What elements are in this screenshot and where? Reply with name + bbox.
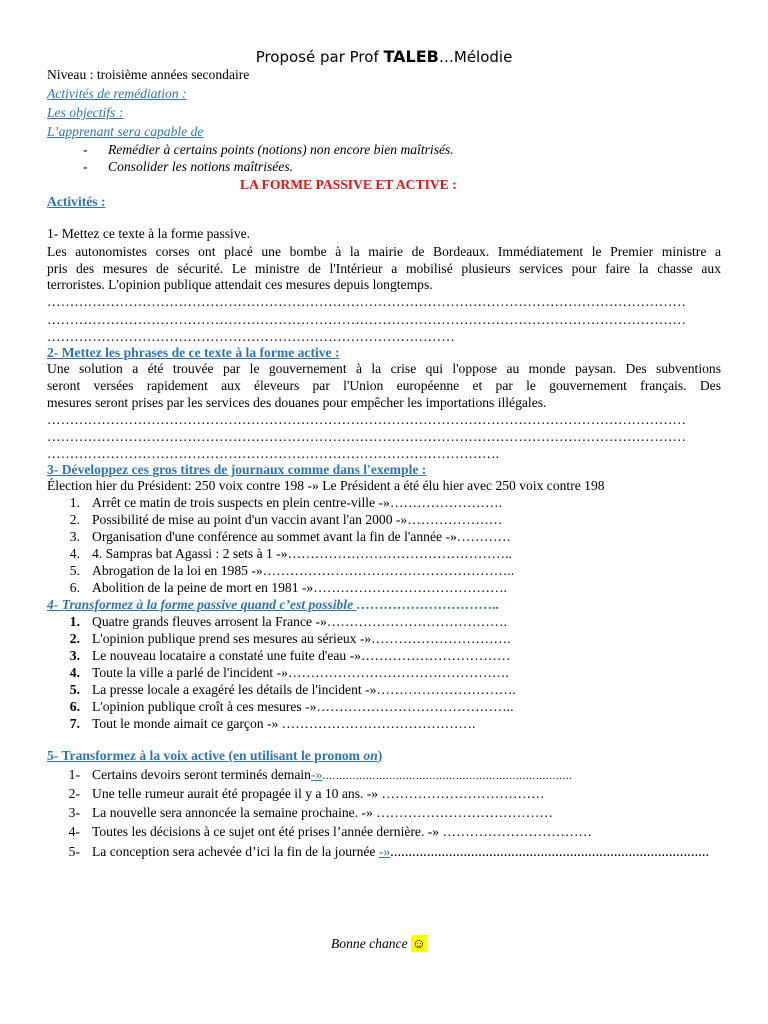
ex2-text-line: mesures seront prises par les services des douanes pour empêcher les importations illégales. bbox=[47, 395, 547, 410]
ex4-heading: 4- Transformez à la forme passive quand c’est possible ………………………….. bbox=[47, 597, 500, 612]
ex1-answer-line[interactable]: …………………………………………………………………………………………………………………………… bbox=[47, 312, 686, 327]
ex1-text-line: Les autonomistes corses ont placé une bombe à la mairie de Bordeaux. Immédiatement le Premier ministre a bbox=[47, 244, 721, 259]
ex5-heading: 5- Transformez à la voix active (en utilisant le pronom on) bbox=[47, 748, 383, 763]
title-name: TALEB bbox=[383, 47, 439, 66]
ex1-answer-line[interactable]: …………………………………………………………………………………………………………………………… bbox=[47, 294, 686, 309]
ex2-text-line: seront versées rapidement aux éleveurs par l'Union européenne et par le gouvernement français. Des bbox=[47, 378, 721, 393]
ex1-heading: 1- Mettez ce texte à la forme passive. bbox=[47, 226, 251, 241]
ex2-answer-line[interactable]: ………………………………………………………………………………………. bbox=[47, 446, 499, 461]
remediation-heading: Activités de remédiation : bbox=[47, 86, 187, 101]
ex3-example: Élection hier du Président: 250 voix contre 198 -» Le Président a été élu hier avec 250 voix contre 198 bbox=[47, 478, 605, 493]
ex1-text-line: pris des mesures de sécurité. Le ministre de l'Intérieur a mobilisé plusieurs services pour faire la chasse aux bbox=[47, 261, 721, 276]
worksheet-page: Proposé par Prof TALEB…Mélodie Niveau : troisième années secondaire Activités de remédiation : Les objectifs : L’apprenant sera capable de - Remédier à certains points (notions) non encore bien maîtrisés. - Consolider les notions maîtrisées. LA FORME PASSIVE ET ACTIVE : Activités : 1- Mettez ce texte à la forme passive. Les autonomistes corses ont placé une bombe à la mairie de Bordeaux. Immédiatement le Premier ministre a pris des mesures de sécurité. Le ministre de l'Intérieur a mobilisé plusieurs services pour faire la chasse aux terroristes. L'opinion publique attendait ces mesures depuis longtemps. …………………………………………………………………………………………………………………………… …………………………………………………………………………………………………………………………… ……………………………………………………………………………… 2- Mettez les phrases de ce texte à la forme active : Une solution a été trouvée par le gouvernement à la crise qui l'oppose au monde paysan. Des subventions seront versées rapidement aux éleveurs par l'Union européenne et par le gouvernement français. Des mesures seront prises par les services des douanes pour empêcher les importations illégales. …………………………………………………………………………………………………………………………… …………………………………………………………………………………………………………………………… ………………………………………………………………………………………. 3- Développez ces gros titres de journaux comme dans l'exemple : Élection hier du Président: 250 voix contre 198 -» Le Président a été élu hier avec 250 voix contre 198 1. Arrêt ce matin de trois suspects en plein centre-ville -»……………………. 2. Possibilité de mise au point d'un vaccin avant l'an 2000 -»………………… 3. Organisation d'une conférence au sommet avant la fin de l'année -»………… 4. 4. Sampras bat Agassi : 2 sets à 1 -»………………………………………….. 5. Abrogation de la loi en 1985 -»……………………………………………….. 6. Abolition de la peine de mort en 1981 -»……………………………………. 4- Transformez à la forme passive quand c’est possible ………………………….. 1. Quatre grands fleuves arrosent la France -»…………………………………. 2. L'opinion publique prend ses mesures au sérieux -»…………………………. 3. Le nouveau locataire a constaté une fuite d'eau -»…………………………… 4. Toute la ville a parlé de l'incident -»…………………………………………. 5. La presse locale a exagéré les détails de l'incident -»…………………………. 6. L'opinion publique croît à ces mesures -»…………………………………….. 7. Tout le monde aimait ce garçon -» ……………………………………. 5- Transformez à la voix active (en utilisant le pronom on) 1- Certains devoirs seront terminés demain-»………………………………………………………………… 2- Une telle rumeur aurait été propagée il y a 10 ans. -» ……………………………… 3- La nouvelle sera annoncée la semaine prochaine. -» ………………………………… 4- Toutes les décisions à ce sujet ont été prises l’année dernière. -» …………………………… 5- La conception sera achevée d’ici la fin de la journée -»…………………………………………………………………………… Bonne chance ☺ bbox=[0, 0, 768, 1024]
title-suffix: …Mélodie bbox=[438, 48, 513, 66]
ex2-text-line: Une solution a été trouvée par le gouvernement à la crise qui l'oppose au monde paysan. Des subventions bbox=[47, 361, 721, 376]
ex1-text-line: terroristes. L'opinion publique attendait ces mesures depuis longtemps. bbox=[47, 277, 433, 292]
ex3-heading: 3- Développez ces gros titres de journaux comme dans l'exemple : bbox=[47, 462, 427, 477]
ex2-answer-line[interactable]: …………………………………………………………………………………………………………………………… bbox=[47, 412, 686, 427]
ex2-heading: 2- Mettez les phrases de ce texte à la forme active : bbox=[47, 345, 340, 360]
smiley-icon: ☺ bbox=[412, 936, 426, 951]
apprenant-heading: L’apprenant sera capable de bbox=[47, 124, 204, 139]
ex2-answer-line[interactable]: …………………………………………………………………………………………………………………………… bbox=[47, 429, 686, 444]
ex1-answer-line[interactable]: ……………………………………………………………………………… bbox=[47, 329, 455, 344]
objectifs-heading: Les objectifs : bbox=[47, 105, 124, 120]
title-prefix: Proposé par Prof bbox=[255, 48, 384, 66]
activites-heading: Activités : bbox=[47, 194, 106, 209]
bonne-chance: Bonne chance ☺ bbox=[331, 936, 426, 951]
document-title bbox=[0, 47, 768, 66]
niveau-line: Niveau : troisième années secondaire bbox=[47, 67, 250, 82]
main-title: LA FORME PASSIVE ET ACTIVE : bbox=[240, 177, 457, 192]
